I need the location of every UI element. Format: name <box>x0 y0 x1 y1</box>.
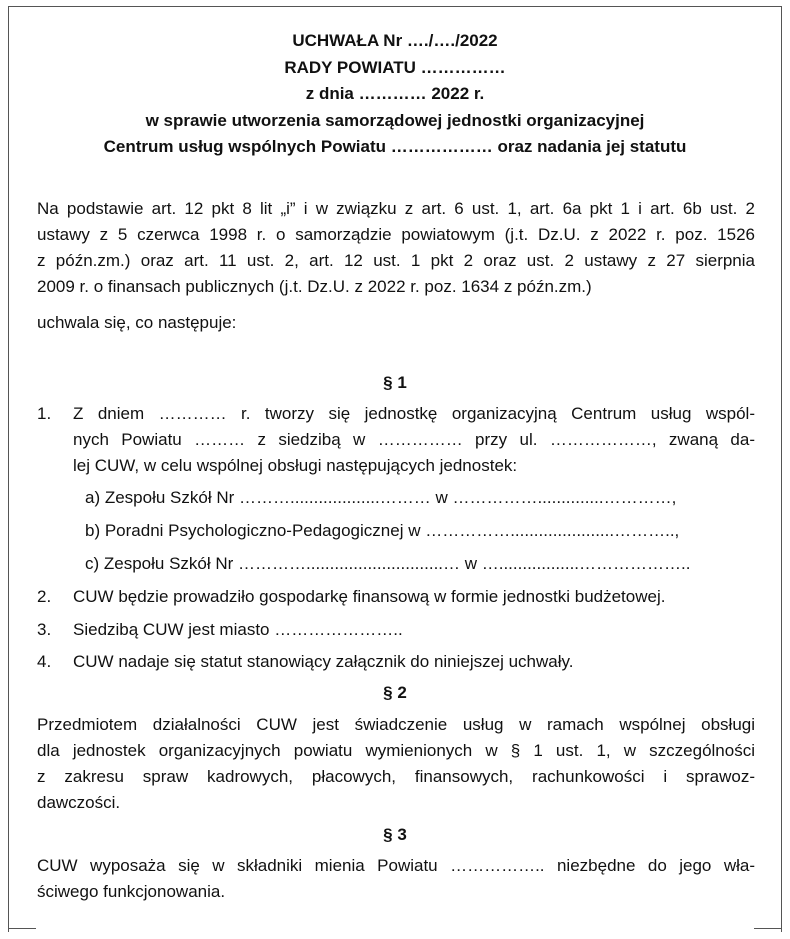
section-2-line: z zakresu spraw kadrowych, płacowych, finansowych, rachunkowości i sprawoz- <box>37 767 755 786</box>
section-2-body <box>37 712 755 816</box>
resolves-statement: uchwala się, co następuje: <box>37 313 237 332</box>
section-3-body <box>37 853 755 905</box>
item-number: 2. <box>37 587 52 606</box>
section-2-line: dla jednostek organizacyjnych powiatu wymienionych w § 1 ust. 1, w szczególności <box>37 741 755 760</box>
resolution-number: UCHWAŁA Nr …./…./2022 <box>292 31 498 50</box>
preamble-line: ustawy z 5 czerwca 1998 r. o samorządzie powiatowym (j.t. Dz.U. z 2022 r. poz. 1526 <box>37 225 755 244</box>
item-number: 1. <box>37 404 52 423</box>
preamble-line: Na podstawie art. 12 pkt 8 lit „i” i w związku z art. 6 ust. 1, art. 6a pkt 1 i art. 6b ust. 2 <box>37 199 755 218</box>
section-3-line: ściwego funkcjonowania. <box>37 882 226 901</box>
subitem-a: a) Zespołu Szkół Nr ………...................……… w ……………..............…………, <box>85 488 677 507</box>
section-3-heading: § 3 <box>383 825 407 844</box>
item-1-text <box>73 401 755 479</box>
section-3-line: CUW wyposaża się w składniki mienia Powiatu …………….. niezbędne do jego wła- <box>37 856 755 875</box>
item-line: lej CUW, w celu wspólnej obsługi następujących jednostek: <box>73 456 518 475</box>
frame-bottom-edge-left <box>8 928 36 929</box>
resolution-subject: w sprawie utworzenia samorządowej jednostki organizacyjnej <box>145 110 645 130</box>
council-name: RADY POWIATU …………… <box>284 57 506 77</box>
item-line: Z dniem ………… r. tworzy się jednostkę organizacyjną Centrum usług wspól- <box>73 404 755 423</box>
item-2-text: CUW będzie prowadziło gospodarkę finansową w formie jednostki budżetowej. <box>73 587 666 606</box>
item-3-text: Siedzibą CUW jest miasto ………………….. <box>73 620 403 639</box>
resolution-date: z dnia ………… 2022 r. <box>305 84 485 103</box>
section-1-heading: § 1 <box>383 373 407 392</box>
subitem-c: c) Zespołu Szkół Nr ………….............................… w ….................……………….. <box>85 554 691 573</box>
preamble-line: 2009 r. o finansach publicznych (j.t. Dz.U. z 2022 r. poz. 1634 z późn.zm.) <box>37 277 592 296</box>
section-2-heading: § 2 <box>383 683 407 702</box>
section-2-line: Przedmiotem działalności CUW jest świadczenie usług w ramach wspólnej obsługi <box>37 715 755 734</box>
item-number: 3. <box>37 620 52 639</box>
item-4-text: CUW nadaje się statut stanowiący załącznik do niniejszej uchwały. <box>73 652 574 671</box>
resolution-subject-cont: Centrum usług wspólnych Powiatu ……………… oraz nadania jej statutu <box>103 137 687 156</box>
subitem-b: b) Poradni Psychologiczno-Pedagogicznej w ……………......................……….., <box>85 521 680 540</box>
item-number: 4. <box>37 652 52 671</box>
frame-bottom-edge-right <box>754 928 782 929</box>
preamble-line: z późn.zm.) oraz art. 11 ust. 2, art. 12 ust. 1 pkt 2 oraz ust. 2 ustawy z 27 sierpnia <box>37 251 755 270</box>
resolution-title <box>8 28 782 161</box>
preamble <box>37 196 755 300</box>
item-line: nych Powiatu ……… z siedzibą w …………… przy ul. ………………, zwaną da- <box>73 430 755 449</box>
section-2-line: dawczości. <box>37 793 121 812</box>
